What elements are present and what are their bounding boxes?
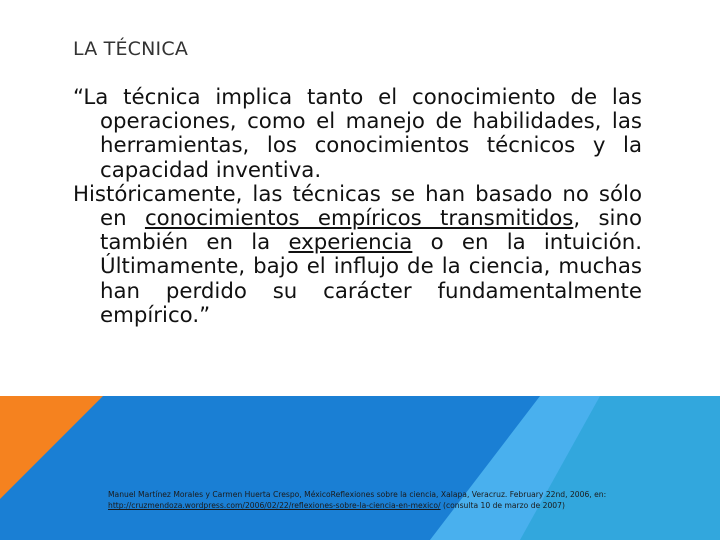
citation-authors: Manuel Martínez Morales y Carmen Huerta Crespo, MéxicoReflexiones sobre la ciencia, Xalapa, Veracruz. February 22nd, 2006, en:: [108, 490, 607, 499]
citation-text: [108, 489, 663, 511]
quote-paragraph-2: [73, 183, 642, 328]
quote-text: [73, 86, 642, 328]
citation-consulted: (consulta 10 de marzo de 2007): [440, 501, 565, 511]
quote-text-segment: , sino también en la: [100, 206, 642, 256]
slide-title: LA TÉCNICA: [73, 38, 189, 60]
quote-paragraph-1: “La técnica implica tanto el conocimiento de las operaciones, como el manejo de habilidades, las herramientas, los conocimientos técnicos y la capacidad inventiva.: [73, 85, 642, 183]
decorative-footer-band: [0, 396, 720, 540]
underlined-phrase-experiencia: experiencia: [288, 230, 413, 256]
underlined-phrase-empiricos: conocimientos empíricos transmitidos: [144, 206, 574, 232]
quote-text-segment: Históricamente, las técnicas se han basado no sólo en: [73, 181, 642, 232]
citation-link[interactable]: http://cruzmendoza.wordpress.com/2006/02/22/reflexiones-sobre-la-ciencia-en-mexico/: [108, 501, 441, 511]
quote-text-segment: o en la intuición. Últimamente, bajo el influjo de la ciencia, muchas han perdido su carácter fundamentalmente empírico.”: [100, 230, 642, 328]
